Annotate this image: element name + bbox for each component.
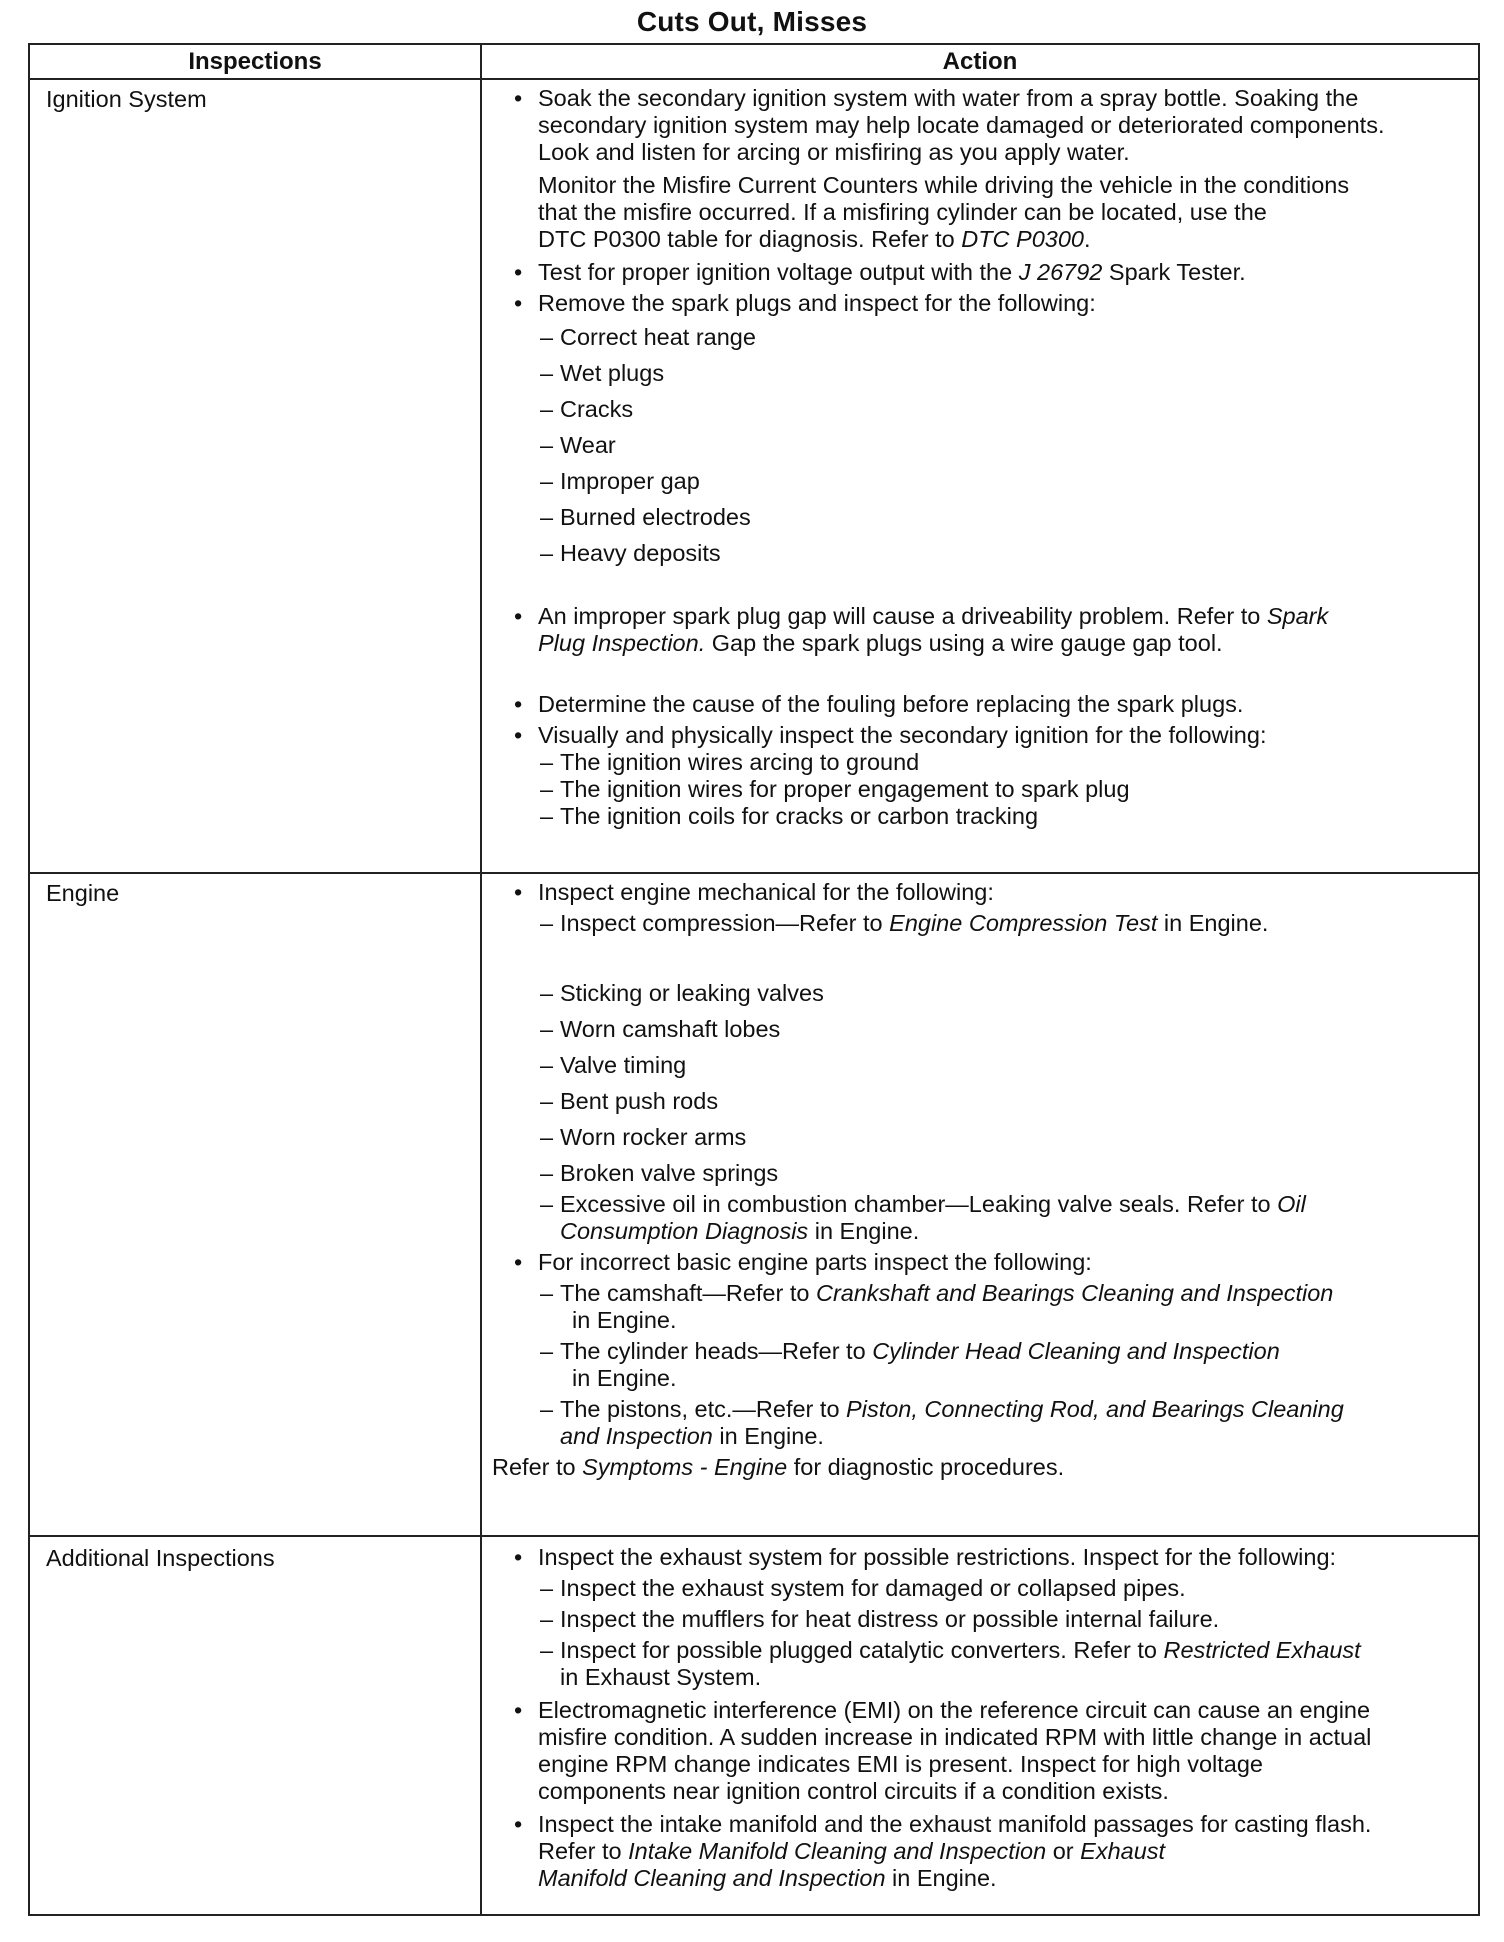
ref-exhaust-2: Manifold Cleaning and Inspection bbox=[538, 1865, 886, 1891]
bullet-exhaust: • Inspect the exhaust system for possible restrictions. Inspect for the following: bbox=[514, 1544, 1470, 1571]
emi-line-2: misfire condition. A sudden increase in indicated RPM with little change in actual bbox=[538, 1724, 1372, 1750]
diagnosis-table bbox=[28, 43, 1480, 1916]
mechanical-item: – Broken valve springs bbox=[514, 1155, 1470, 1191]
monitor-line-3: DTC P0300 table for diagnosis. Refer to bbox=[538, 226, 962, 252]
item-oil bbox=[514, 1191, 1470, 1245]
item-pistons bbox=[514, 1396, 1470, 1450]
plug-inspection-item: – Burned electrodes bbox=[514, 499, 1470, 535]
page-title: Cuts Out, Misses bbox=[636, 6, 868, 37]
compression-text-end: in Engine. bbox=[1157, 910, 1269, 936]
oil-text: Excessive oil in combustion chamber—Leaking valve seals. Refer to bbox=[560, 1191, 1278, 1217]
test-text: Test for proper ignition voltage output with the bbox=[538, 259, 1019, 285]
ref-engine-compression-test: Engine Compression Test bbox=[889, 910, 1158, 936]
item-pipes: – Inspect the exhaust system for damaged or collapsed pipes. bbox=[514, 1575, 1470, 1602]
bullet-test bbox=[514, 259, 1470, 286]
heads-text: The cylinder heads—Refer to bbox=[560, 1338, 873, 1364]
monitor-line-1: Monitor the Misfire Current Counters while driving the vehicle in the conditions bbox=[538, 172, 1350, 198]
intake-line-2: Refer to bbox=[538, 1838, 629, 1864]
action-engine bbox=[481, 873, 1479, 1536]
monitor-line-3-end: . bbox=[1084, 226, 1091, 252]
bullet-intake bbox=[514, 1811, 1470, 1892]
item-camshaft bbox=[514, 1280, 1470, 1334]
item-mufflers: – Inspect the mufflers for heat distress or possible internal failure. bbox=[514, 1606, 1470, 1633]
mechanical-item: – Valve timing bbox=[514, 1047, 1470, 1083]
ref-spark-plug-1: Spark bbox=[1266, 603, 1329, 629]
bullet-visual: • Visually and physically inspect the secondary ignition for the following: bbox=[514, 722, 1470, 749]
symptoms-note bbox=[492, 1454, 1470, 1481]
inspection-engine: Engine bbox=[29, 873, 481, 1536]
ref-restricted-exhaust: Restricted Exhaust bbox=[1163, 1637, 1361, 1663]
soak-line-3: Look and listen for arcing or misfiring as you apply water. bbox=[538, 139, 1130, 165]
soak-line-2: secondary ignition system may help locate damaged or deteriorated components. bbox=[538, 112, 1385, 138]
plug-inspection-list bbox=[514, 319, 1470, 571]
item-catalytic bbox=[514, 1637, 1470, 1691]
bullet-soak bbox=[514, 85, 1470, 166]
bullet-parts: • For incorrect basic engine parts inspect the following: bbox=[514, 1249, 1470, 1276]
pistons-text: The pistons, etc.—Refer to bbox=[560, 1396, 847, 1422]
header-action: Action bbox=[481, 44, 1479, 79]
oil-text-end: in Engine. bbox=[808, 1218, 920, 1244]
monitor-line-2: that the misfire occurred. If a misfiring cylinder can be located, use the bbox=[538, 199, 1267, 225]
ref-cylinder-head: Cylinder Head Cleaning and Inspection bbox=[872, 1338, 1280, 1364]
item-compression bbox=[514, 910, 1470, 937]
gap-text: An improper spark plug gap will cause a driveability problem. Refer to bbox=[538, 603, 1267, 629]
row-additional-inspections bbox=[29, 1536, 1479, 1915]
header-row bbox=[29, 44, 1479, 79]
mechanical-item: – Worn rocker arms bbox=[514, 1119, 1470, 1155]
ref-exhaust-1: Exhaust bbox=[1080, 1838, 1166, 1864]
compression-text: Inspect compression—Refer to bbox=[560, 910, 890, 936]
action-additional bbox=[481, 1536, 1479, 1915]
ref-oil-2: Consumption Diagnosis bbox=[560, 1218, 809, 1244]
secondary-ignition-item: – The ignition wires arcing to ground bbox=[514, 749, 1470, 776]
plug-inspection-item: – Cracks bbox=[514, 391, 1470, 427]
ref-dtc-p0300: DTC P0300 bbox=[961, 226, 1084, 252]
mechanical-item: – Worn camshaft lobes bbox=[514, 1011, 1470, 1047]
catalytic-text: Inspect for possible plugged catalytic converters. Refer to bbox=[560, 1637, 1164, 1663]
plug-inspection-item: – Correct heat range bbox=[514, 319, 1470, 355]
secondary-ignition-list bbox=[514, 749, 1470, 830]
symptoms-text: Refer to bbox=[492, 1454, 583, 1480]
plug-inspection-item: – Wet plugs bbox=[514, 355, 1470, 391]
test-text-end: Spark Tester. bbox=[1102, 259, 1246, 285]
intake-or: or bbox=[1046, 1838, 1081, 1864]
ref-intake-manifold: Intake Manifold Cleaning and Inspection bbox=[628, 1838, 1047, 1864]
item-heads bbox=[514, 1338, 1470, 1392]
ref-crankshaft: Crankshaft and Bearings Cleaning and Inspection bbox=[816, 1280, 1334, 1306]
camshaft-text: The camshaft—Refer to bbox=[560, 1280, 816, 1306]
emi-line-4: components near ignition control circuits if a condition exists. bbox=[538, 1778, 1169, 1804]
camshaft-text-end: in Engine. bbox=[572, 1307, 677, 1333]
plug-inspection-item: – Wear bbox=[514, 427, 1470, 463]
row-engine bbox=[29, 873, 1479, 1536]
emi-line-3: engine RPM change indicates EMI is present. Inspect for high voltage bbox=[538, 1751, 1263, 1777]
symptoms-text-end: for diagnostic procedures. bbox=[787, 1454, 1065, 1480]
bullet-fouling: • Determine the cause of the fouling before replacing the spark plugs. bbox=[514, 691, 1470, 718]
ref-spark-plug-2: Plug Inspection. bbox=[538, 630, 706, 656]
ref-piston-2: and Inspection bbox=[560, 1423, 713, 1449]
header-inspections: Inspections bbox=[29, 44, 481, 79]
ref-oil-1: Oil bbox=[1277, 1191, 1306, 1217]
bullet-remove: • Remove the spark plugs and inspect for the following: bbox=[514, 290, 1470, 317]
ref-piston-1: Piston, Connecting Rod, and Bearings Cleaning bbox=[846, 1396, 1344, 1422]
bullet-mech: • Inspect engine mechanical for the following: bbox=[514, 879, 1470, 906]
bullet-gap bbox=[514, 603, 1470, 657]
catalytic-text-end: in Exhaust System. bbox=[560, 1664, 762, 1690]
ref-symptoms-engine: Symptoms - Engine bbox=[582, 1454, 788, 1480]
soak-line-1: Soak the secondary ignition system with water from a spray bottle. Soaking the bbox=[538, 85, 1359, 111]
mechanical-item: – Bent push rods bbox=[514, 1083, 1470, 1119]
emi-line-1: Electromagnetic interference (EMI) on the reference circuit can cause an engine bbox=[538, 1697, 1371, 1723]
secondary-ignition-item: – The ignition coils for cracks or carbon tracking bbox=[514, 803, 1470, 830]
heads-text-end: in Engine. bbox=[572, 1365, 677, 1391]
pistons-text-end: in Engine. bbox=[712, 1423, 824, 1449]
ref-j26792: J 26792 bbox=[1018, 259, 1103, 285]
inspection-additional: Additional Inspections bbox=[29, 1536, 481, 1915]
action-ignition-system bbox=[481, 79, 1479, 873]
intake-line-1: Inspect the intake manifold and the exhaust manifold passages for casting flash. bbox=[538, 1811, 1372, 1837]
secondary-ignition-item: – The ignition wires for proper engagement to spark plug bbox=[514, 776, 1470, 803]
plug-inspection-item: – Heavy deposits bbox=[514, 535, 1470, 571]
row-ignition-system bbox=[29, 79, 1479, 873]
mechanical-list bbox=[514, 975, 1470, 1191]
mechanical-item: – Sticking or leaking valves bbox=[514, 975, 1470, 1011]
bullet-emi bbox=[514, 1697, 1470, 1805]
inspection-ignition-system: Ignition System bbox=[29, 79, 481, 873]
plug-inspection-item: – Improper gap bbox=[514, 463, 1470, 499]
intake-text-end: in Engine. bbox=[885, 1865, 997, 1891]
gap-text-end: Gap the spark plugs using a wire gauge gap tool. bbox=[705, 630, 1223, 656]
monitor-paragraph bbox=[514, 172, 1470, 253]
